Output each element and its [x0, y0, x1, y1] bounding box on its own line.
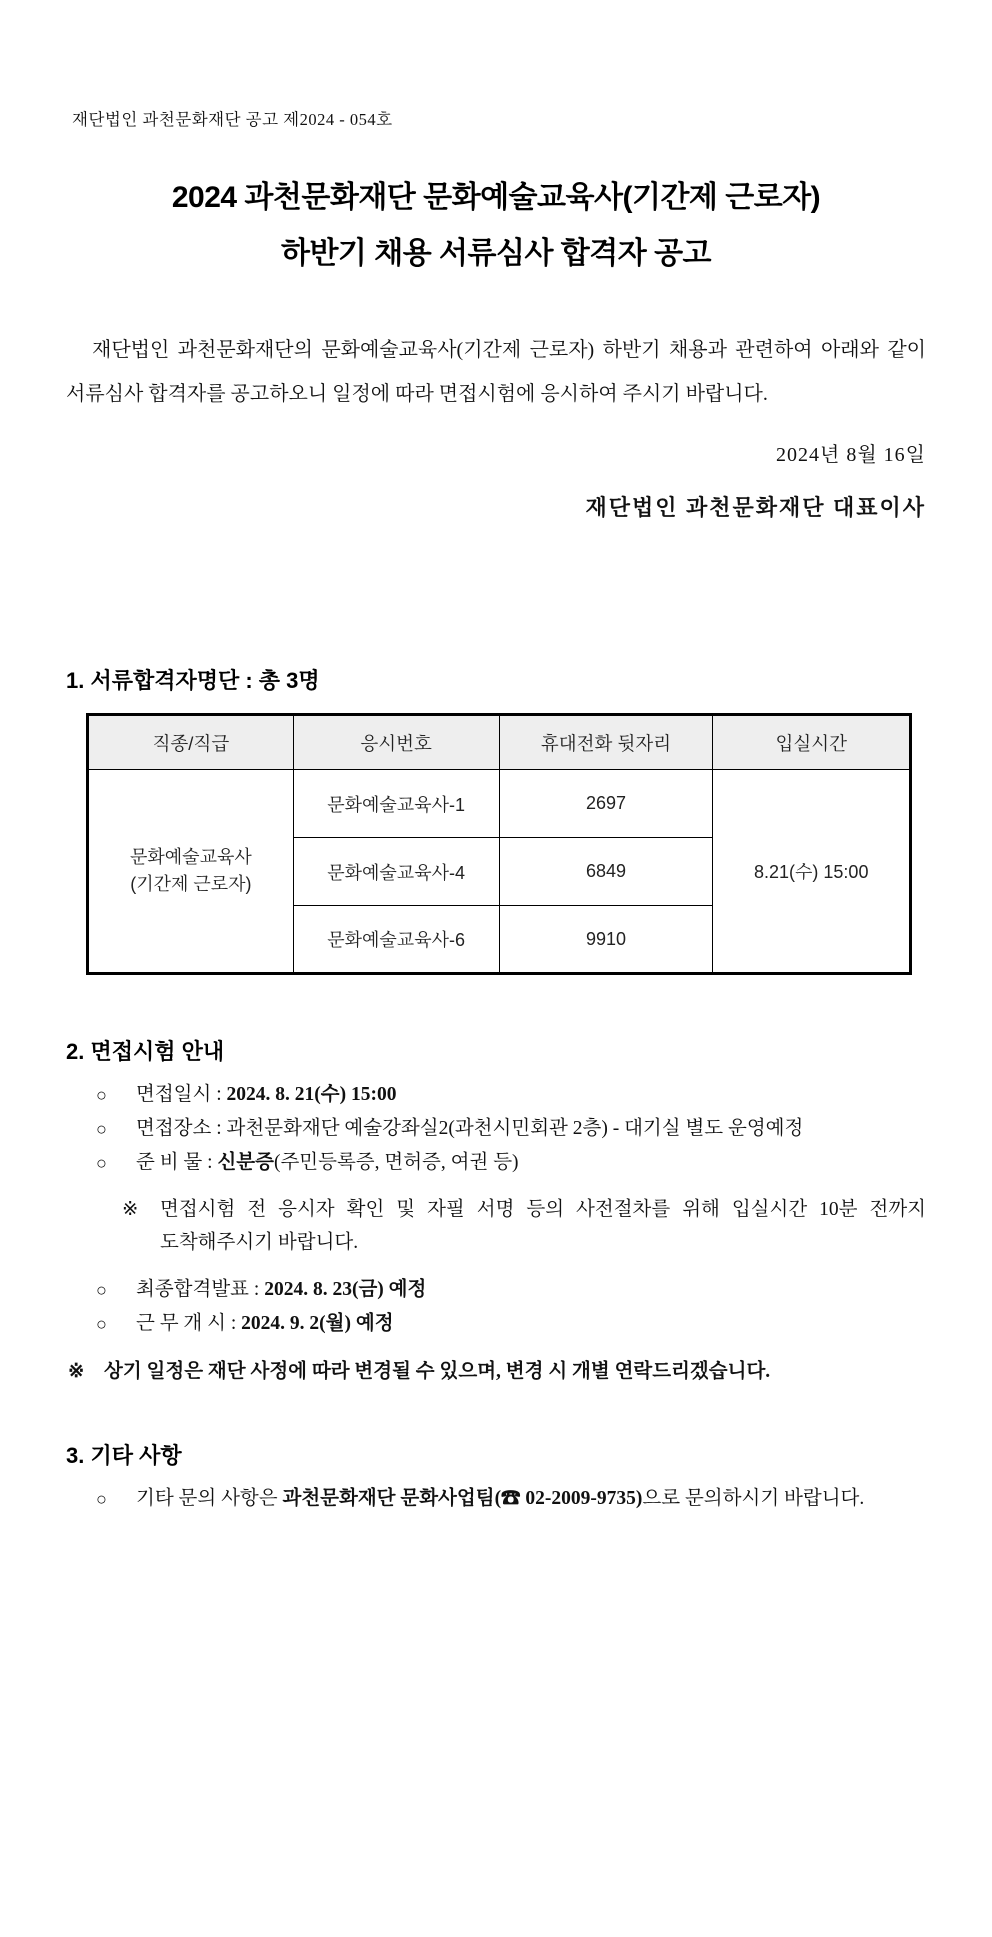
bullet-text-bold: 과천문화재단 문화사업팀(☎ 02-2009-9735): [282, 1488, 643, 1509]
bullet-text: [136, 1273, 426, 1307]
pass-list-table: [86, 713, 912, 975]
bullet-contact-info: [96, 1482, 926, 1516]
bullet-text-prefix: 근 무 개 시 :: [136, 1313, 242, 1334]
note-text: 상기 일정은 재단 사정에 따라 변경될 수 있으며, 변경 시 개별 연락드리겠습니다.: [104, 1361, 771, 1382]
col-header-applicant-no: 응시번호: [293, 715, 499, 770]
entry-time-cell: 8.21(수) 15:00: [713, 770, 911, 974]
circle-bullet-icon: ○: [96, 1119, 107, 1139]
bullet-text: [136, 1078, 396, 1112]
bullet-text-bold: 신분증: [217, 1152, 274, 1173]
bullet-text-bold: 2024. 8. 23(금) 예정: [264, 1279, 427, 1300]
bullet-text: [136, 1482, 864, 1516]
section2-heading: 2. 면접시험 안내: [66, 1039, 225, 1064]
circle-bullet-icon: ○: [96, 1280, 107, 1300]
bullet-text-suffix: (주민등록증, 면허증, 여권 등): [273, 1152, 519, 1173]
interview-info-list: [66, 1078, 926, 1389]
note-arrival: [122, 1193, 926, 1259]
bullet-text-prefix: 최종합격발표 :: [136, 1279, 265, 1300]
job-title-cell: [88, 770, 294, 974]
table-header-row: [88, 715, 911, 770]
col-header-job-title: 직종/직급: [88, 715, 294, 770]
bullet-text-bold: 2024. 9. 2(월) 예정: [241, 1313, 394, 1334]
table-row: [88, 770, 911, 838]
bullet-text: [136, 1146, 519, 1180]
col-header-phone-last: 휴대전화 뒷자리: [499, 715, 713, 770]
applicant-no-cell: 문화예술교육사-6: [293, 906, 499, 974]
reference-mark-icon: ※: [122, 1199, 139, 1220]
issuer-signature: 재단법인 과천문화재단 대표이사: [585, 495, 926, 520]
bullet-text: [136, 1112, 803, 1146]
reference-mark-icon: ※: [68, 1361, 85, 1382]
bullet-final-result: [96, 1273, 926, 1307]
circle-bullet-icon: ○: [96, 1085, 107, 1105]
phone-last-cell: 2697: [499, 770, 713, 838]
job-title-line2: (기간제 근로자): [130, 874, 252, 894]
document-title: [66, 170, 926, 282]
bullet-work-start: [96, 1307, 926, 1341]
bullet-text-prefix: 면접장소 : 과천문화재단 예술강좌실2(과천시민회관 2층) - 대기실 별도 운영예정: [136, 1118, 804, 1139]
phone-last-cell: 9910: [499, 906, 713, 974]
note-schedule-change: [68, 1355, 926, 1389]
bullet-text-prefix: 준 비 물 :: [136, 1152, 218, 1173]
col-header-entry-time: 입실시간: [713, 715, 911, 770]
applicant-no-cell: 문화예술교육사-4: [293, 838, 499, 906]
bullet-interview-datetime: [96, 1078, 926, 1112]
circle-bullet-icon: ○: [96, 1314, 107, 1334]
bullet-text-prefix: 면접일시 :: [136, 1084, 227, 1105]
bullet-required-items: [96, 1146, 926, 1180]
job-title-line1: 문화예술교육사: [130, 847, 252, 867]
note-text: 면접시험 전 응시자 확인 및 자필 서명 등의 사전절차를 위해 입실시간 10분 전까지 도착해주시기 바랍니다.: [160, 1199, 926, 1253]
circle-bullet-icon: ○: [96, 1153, 107, 1173]
bullet-text-prefix: 기타 문의 사항은: [136, 1488, 283, 1509]
phone-last-cell: 6849: [499, 838, 713, 906]
notice-number: 재단법인 과천문화재단 공고 제2024 - 054호: [72, 110, 393, 129]
applicant-no-cell: 문화예술교육사-1: [293, 770, 499, 838]
announcement-date: 2024년 8월 16일: [776, 444, 926, 466]
section3-heading: 3. 기타 사항: [66, 1443, 182, 1468]
bullet-interview-place: [96, 1112, 926, 1146]
circle-bullet-icon: ○: [96, 1489, 107, 1509]
section1-heading: 1. 서류합격자명단 : 총 3명: [66, 668, 320, 693]
title-line-1: 2024 과천문화재단 문화예술교육사(기간제 근로자): [171, 181, 821, 214]
bullet-text-suffix: 으로 문의하시기 바랍니다.: [642, 1488, 865, 1509]
other-info-list: [66, 1482, 926, 1516]
title-line-2: 하반기 채용 서류심사 합격자 공고: [280, 237, 712, 270]
bullet-text: [136, 1307, 394, 1341]
intro-paragraph: 재단법인 과천문화재단의 문화예술교육사(기간제 근로자) 하반기 채용과 관련하여 아래와 같이 서류심사 합격자를 공고하오니 일정에 따라 면접시험에 응시하여 주시기 바랍니다.: [66, 339, 926, 405]
bullet-text-bold: 2024. 8. 21(수) 15:00: [226, 1084, 397, 1105]
